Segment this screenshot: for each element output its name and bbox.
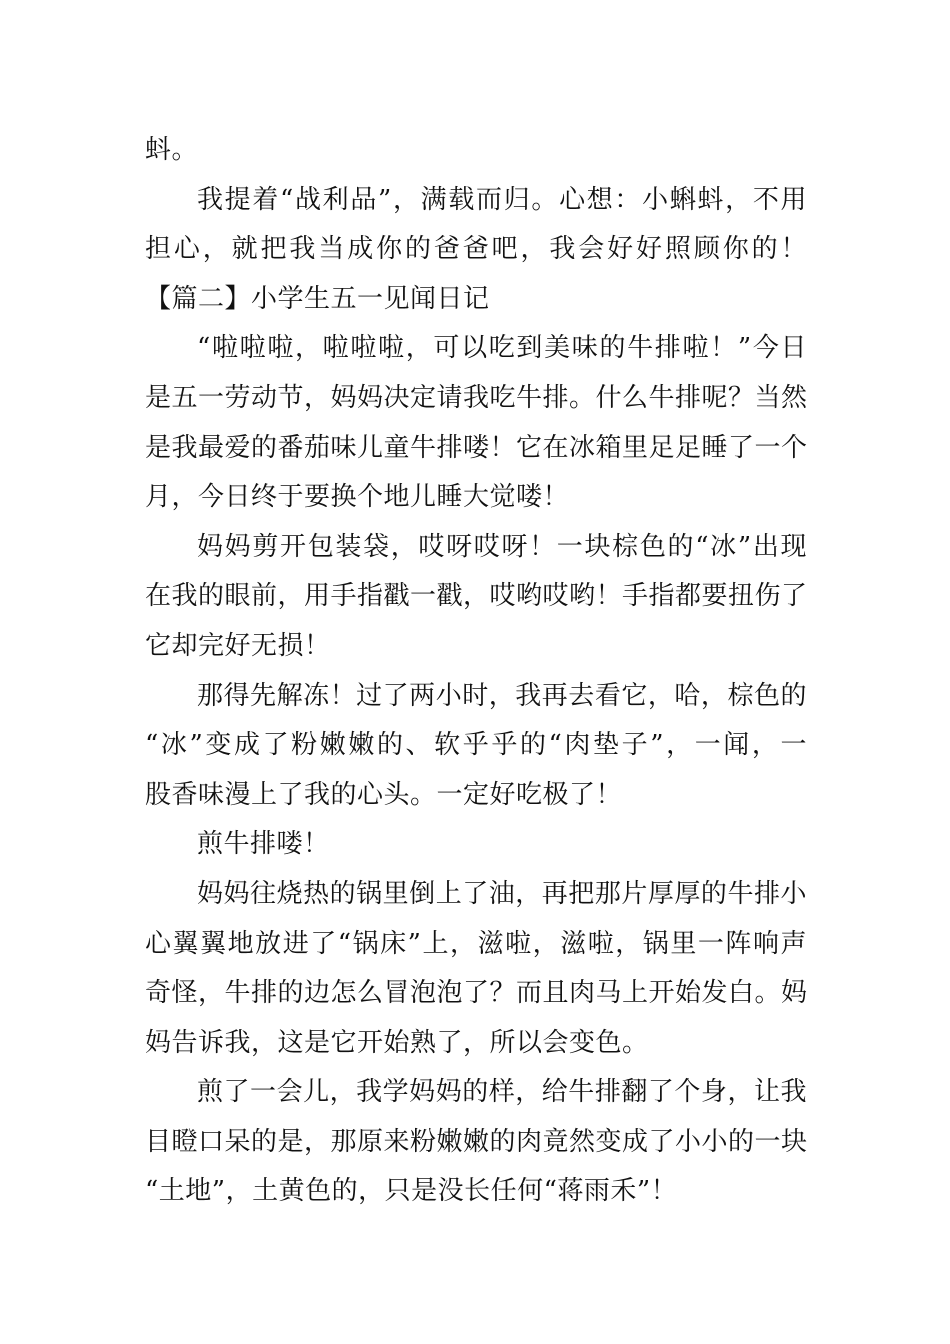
- paragraph-line: 妈妈剪开包装袋，哎呀哎呀！一块棕色的“冰”出现: [197, 531, 807, 562]
- text-line: 蚪。: [145, 135, 199, 165]
- paragraph-line: 煎了一会儿，我学妈妈的样，给牛排翻了个身，让我: [197, 1077, 807, 1108]
- text-line: “冰”变成了粉嫩嫩的、软乎乎的“肉垫子”，一闻，一: [145, 730, 807, 761]
- text-line: 它却完好无损！: [145, 630, 331, 661]
- text-line: 奇怪，牛排的边怎么冒泡泡了？而且肉马上开始发白。妈: [145, 978, 808, 1009]
- paragraph-line: 我提着“战利品”，满载而归。心想：小蝌蚪，不用: [197, 184, 807, 215]
- text-line: “土地”，土黄色的，只是没长任何“蒋雨禾”！: [145, 1176, 678, 1207]
- section-heading: 【篇二】小学生五一见闻日记: [145, 283, 490, 314]
- text-line: 月，今日终于要换个地儿睡大觉喽！: [145, 482, 570, 513]
- document-page: [145, 126, 807, 1217]
- paragraph-line: 妈妈往烧热的锅里倒上了油，再把那片厚厚的牛排小: [197, 878, 807, 909]
- text-line: 在我的眼前，用手指戳一戳，哎哟哎哟！手指都要扭伤了: [145, 581, 808, 612]
- paragraph-line: 煎牛排喽！: [197, 829, 330, 860]
- text-line: 目瞪口呆的是，那原来粉嫩嫩的肉竟然变成了小小的一块: [145, 1126, 808, 1157]
- text-line: 股香味漫上了我的心头。一定好吃极了！: [145, 779, 623, 810]
- text-line: 心翼翼地放进了“锅床”上，滋啦，滋啦，锅里一阵响声: [145, 928, 807, 959]
- text-line: 妈告诉我，这是它开始熟了，所以会变色。: [145, 1027, 649, 1058]
- paragraph-line: “啦啦啦，啦啦啦，可以吃到美味的牛排啦！”今日: [197, 333, 807, 364]
- text-line: 是五一劳动节，妈妈决定请我吃牛排。什么牛排呢？当然: [145, 382, 808, 413]
- paragraph-line: 那得先解冻！过了两小时，我再去看它，哈，棕色的: [197, 680, 807, 711]
- text-line: 是我最爱的番茄味儿童牛排喽！它在冰箱里足足睡了一个: [145, 432, 808, 463]
- text-line: 担心，就把我当成你的爸爸吧，我会好好照顾你的！: [145, 234, 807, 265]
